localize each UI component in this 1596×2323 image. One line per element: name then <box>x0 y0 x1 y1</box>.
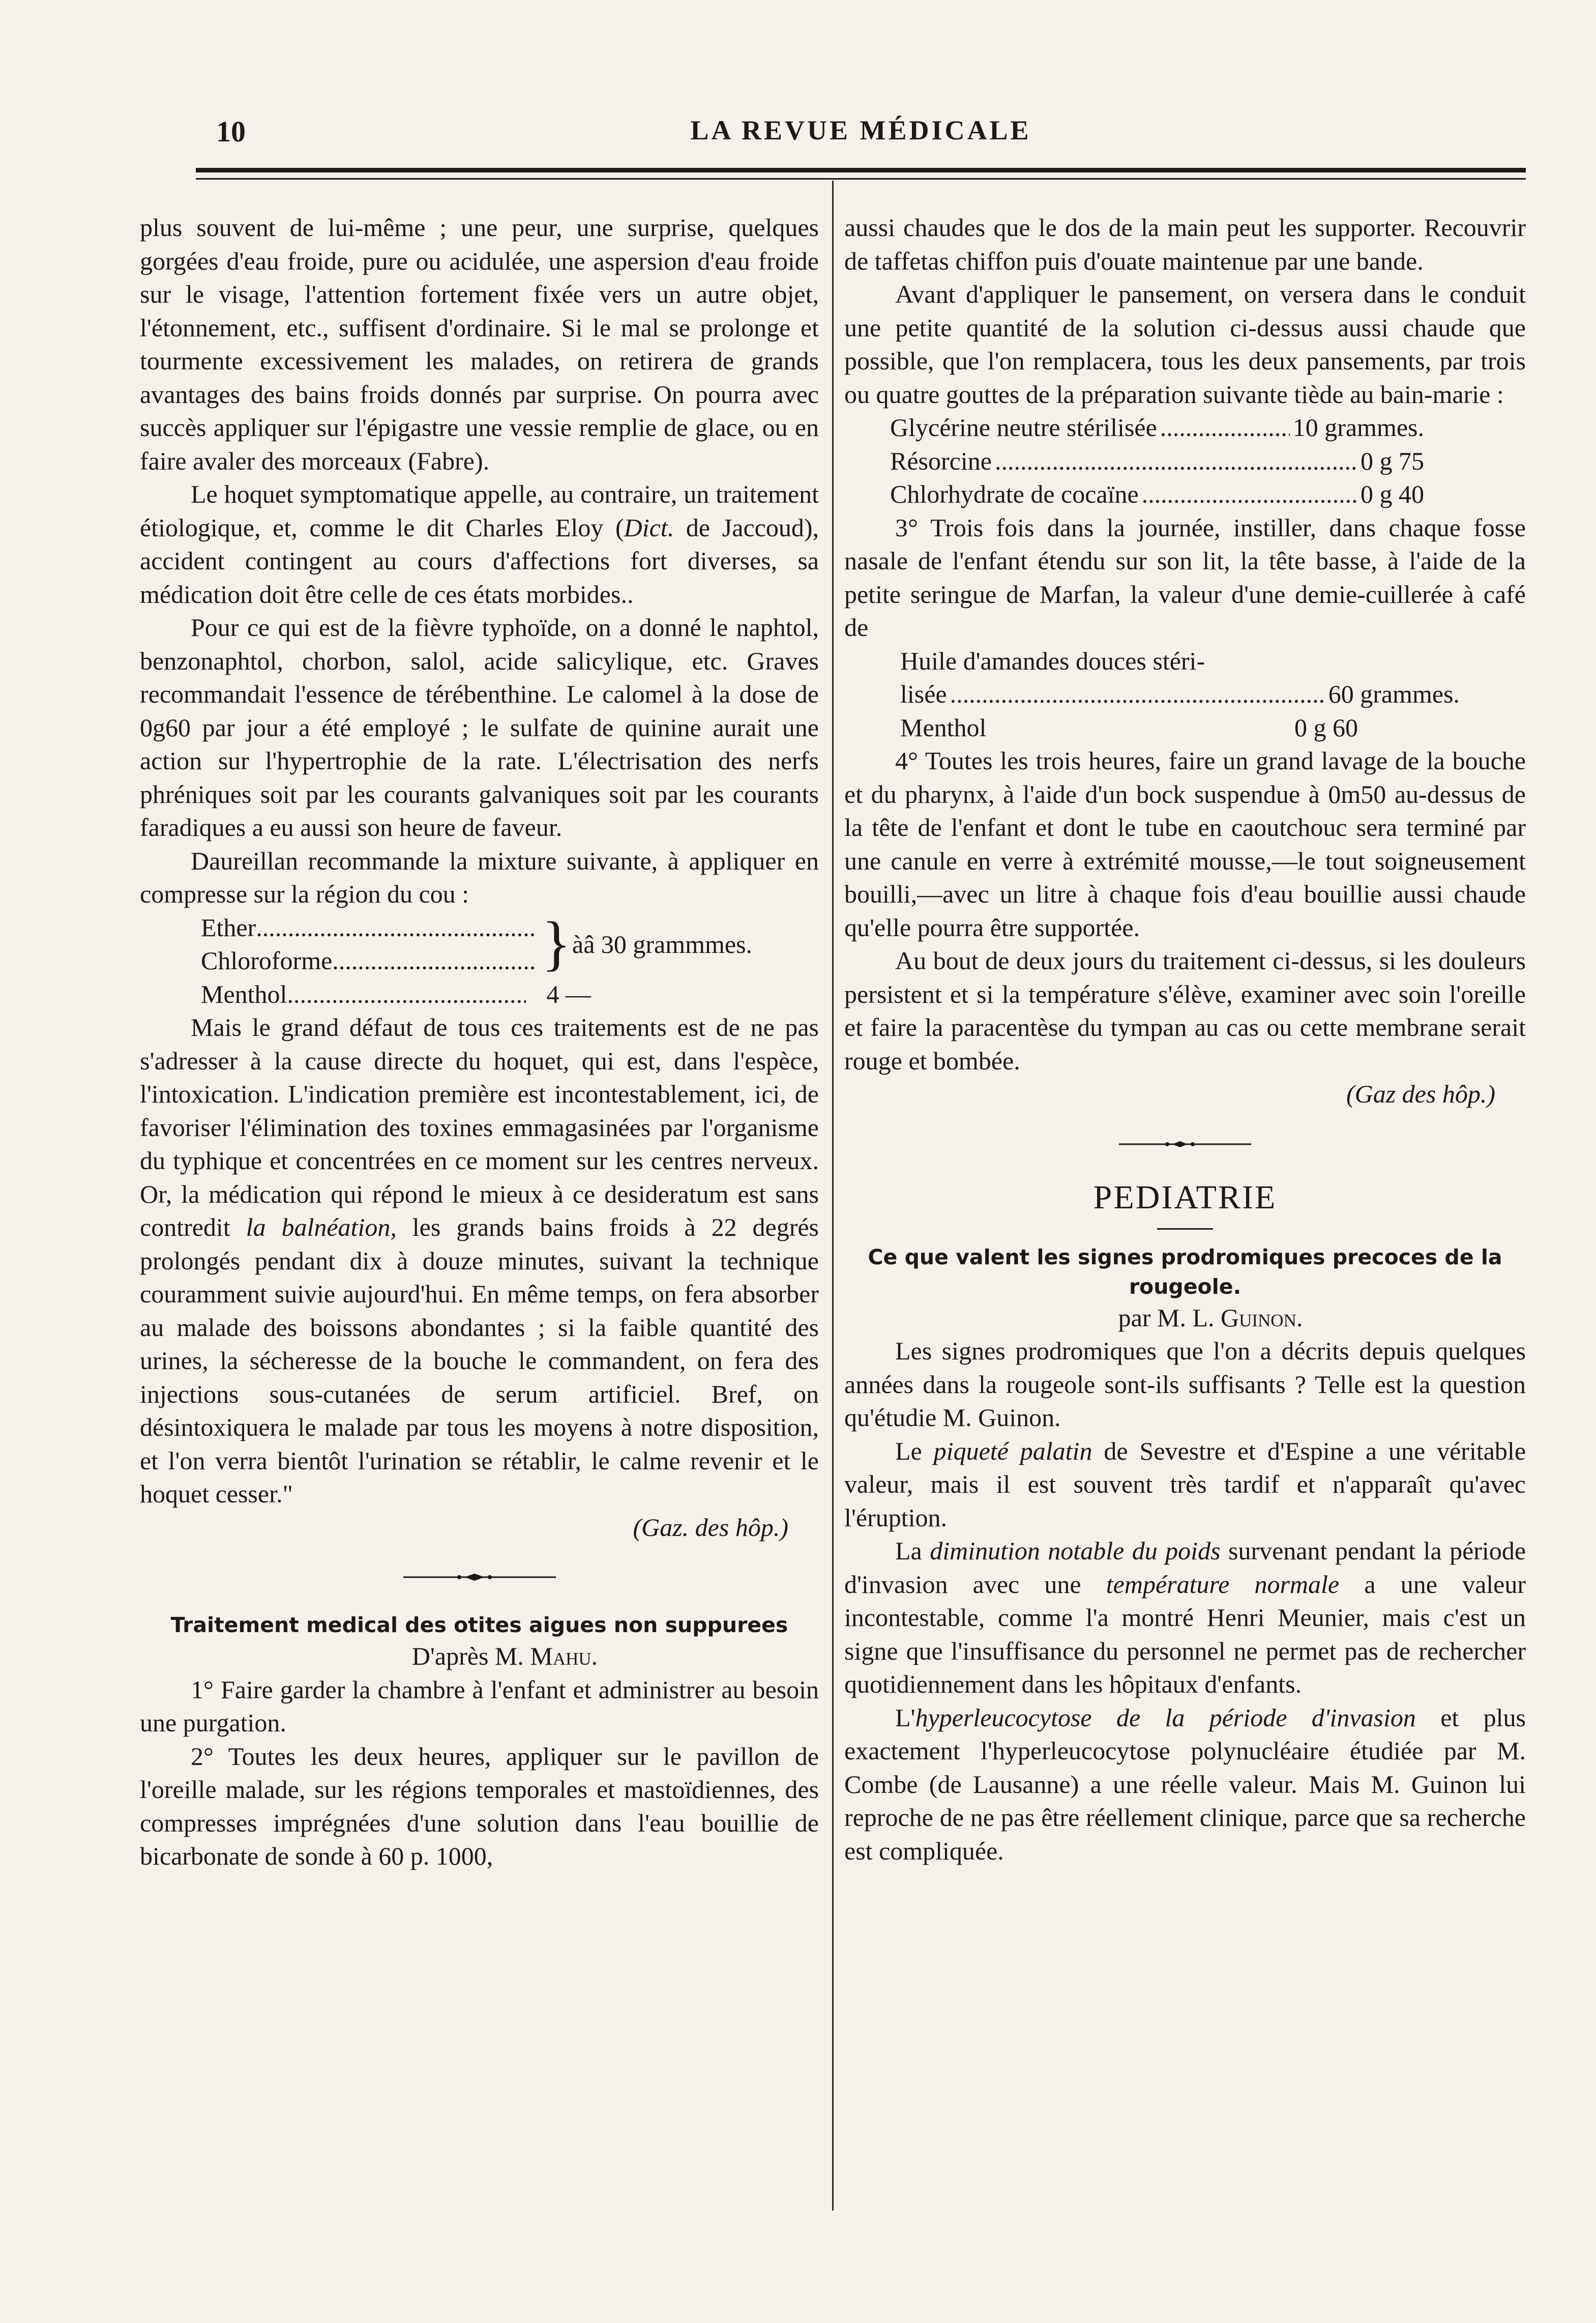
paragraph: La diminution notable du poids survenant pendant la période d'invasion avec une température normale a une valeur incontestable, comme l'a montré Henri Meunier, mais c'est un signe que l'insuffisance du personnel ne permet pas de rechercher quotidiennement dans les hôpitaux d'enfants. <box>844 1536 1526 1698</box>
prescription-line: lisée ..... 60 grammes. <box>900 678 1460 711</box>
paragraph: 3° Trois fois dans la journée, instiller, dans chaque fosse nasale de l'enfant étendu sur son lit, la tête basse, à l'aide de la petite seringue de Marfan, la valeur d'une demie-cuillerée à café de <box>844 513 1526 642</box>
running-title: LA REVUE MÉDICALE <box>690 115 1031 146</box>
right-column <box>844 211 1526 1868</box>
article-title: Traitement medical des otites aigues non suppurees <box>170 1613 788 1637</box>
prescription-line <box>201 978 720 1011</box>
byline: D'après M. Mahu. <box>411 1642 598 1670</box>
ornament-divider <box>140 1572 819 1587</box>
ingredient-name: Menthol <box>201 979 287 1008</box>
ingredient-quantity: 4 — <box>546 979 591 1008</box>
paragraph: Avant d'appliquer le pansement, on versera dans le conduit une petite quantité de la solution ci-dessus aussi chaude que possible, que l'on remplacera, tous les deux pansements, par trois ou quatre gouttes de la préparation suivante tiède au bain-marie : <box>844 280 1526 409</box>
prescription-line: Glycérine neutre stérilisée ..... 10 grammes. <box>890 411 1424 445</box>
paragraph: Au bout de deux jours du traitement ci-dessus, si les douleurs persistent et si la température s'élève, examiner avec soin l'oreille et faire la paracentèse du tympan au cas ou cette membrane serait rouge et bombée. <box>844 946 1526 1075</box>
byline: par M. L. Guinon. <box>1118 1303 1303 1332</box>
ingredient-name: Ether <box>201 913 256 942</box>
paragraph: 2° Toutes les deux heures, appliquer sur le pavillon de l'oreille malade, sur les régions temporales et mastoïdiennes, des compresses imprégnées d'une solution dans l'eau bouillie de bicarbonate de sonde à 60 p. 1000, <box>140 1741 819 1870</box>
brace-glyph: } <box>542 909 571 977</box>
prescription-line: Résorcine ..... 0 g 75 <box>890 445 1424 478</box>
paragraph: Daureillan recommande la mixture suivante, à appliquer en compresse sur la région du cou : <box>140 846 819 908</box>
column-divider <box>832 181 834 2211</box>
paragraph: Le piqueté palatin de Sevestre et d'Espine a une véritable valeur, mais il est souvent très tardif et n'apparaît qu'avec l'éruption. <box>844 1436 1526 1532</box>
prescription-line: Menthol 0 g 60 <box>900 713 1358 742</box>
section-rule <box>1157 1228 1213 1230</box>
header-rule-thick <box>196 168 1526 172</box>
page-number: 10 <box>216 115 246 148</box>
prescription-line: Chlorhydrate de cocaïne ..... 0 g 40 <box>890 478 1424 511</box>
paragraph: Les signes prodromiques que l'on a décrits depuis quelques années dans la rougeole sont-ils suffisants ? Telle est la question qu'étudie M. Guinon. <box>844 1337 1526 1432</box>
source-citation: (Gaz des hôp.) <box>1346 1080 1495 1108</box>
left-column <box>140 211 819 1873</box>
paragraph: 1° Faire garder la chambre à l'enfant et administrer au besoin une purgation. <box>140 1675 819 1737</box>
paragraph: 4° Toutes les trois heures, faire un grand lavage de la bouche et du pharynx, à l'aide d'un bock suspendue à 0m50 au-dessus de la tête de l'enfant et dont le tube en caoutchouc sera terminé par une canule en verre à extrémité mousse,—le tout soigneusement bouilli,—avec un litre à chaque fois d'eau bouillie aussi chaude qu'elle pourra être supportée. <box>844 746 1526 942</box>
paragraph: Pour ce qui est de la fièvre typhoïde, on a donné le naphtol, benzonaphtol, chorbon, salol, acide salicylique, etc. Graves recommandait l'essence de térébenthine. Le calomel à la dose de 0g60 par jour a été employé ; le sulfate de quinine aurait une action sur l'hypertrophie de la rate. L'électrisation des nerfs phréniques soit par les courants galvaniques soit par les courants faradiques a eu aussi son heure de faveur. <box>140 613 819 841</box>
paragraph: plus souvent de lui-même ; une peur, une surprise, quelques gorgées d'eau froide, pure ou acidulée, une aspersion d'eau froide sur le visage, l'attention fortement fixée vers un autre objet, l'étonnement, etc., suffisent d'ordinaire. Si le mal se prolonge et tourmente excessivement les malades, on retirera de grands avantages des bains froids donnés par surprise. On pourra avec succès appliquer sur l'épigastre une vessie remplie de glace, ou en faire avaler des morceaux (Fabre). <box>140 213 819 475</box>
article-title: Ce que valent les signes prodromiques precoces de la rougeole. <box>868 1244 1502 1299</box>
paragraph: aussi chaudes que le dos de la main peut les supporter. Recouvrir de taffetas chiffon puis d'ouate maintenue par une bande. <box>844 213 1526 275</box>
ornament-divider <box>844 1139 1526 1154</box>
paragraph: Mais le grand défaut de tous ces traitements est de ne pas s'adresser à la cause directe du hoquet, qui est, dans l'espèce, l'intoxication. L'indication première est incontestablement, ici, de favoriser l'élimination des toxines emmagasinées par l'organisme du typhique et concentrées en ce moment sur les centres nerveux. Or, la médication qui répond le mieux à ce desideratum est sans contredit la balnéation, les grands bains froids à 22 degrés prolongés pendant dix à douze minutes, suivant la technique couramment suivie aujourd'hui. En même temps, on fera absorber au malade des boissons abondantes ; si la faible quantité des urines, la sécheresse de la bouche le commandent, on fera des injections sous-cutanées de serum artificiel. Bref, on désintoxiquera le malade par tous les moyens à notre disposition, et l'on verra bientôt l'urination se rétablir, le calme revenir et le hoquet cesser." <box>140 1013 819 1508</box>
paragraph: Le hoquet symptomatique appelle, au contraire, un traitement étiologique, et, comme le dit Charles Eloy (Dict. de Jaccoud), accident contingent au cours d'affections fort diverses, sa médication doit être celle de ces états morbides.. <box>140 480 819 608</box>
page-header <box>196 109 1526 150</box>
section-heading: PEDIATRIE <box>1093 1178 1277 1216</box>
prescription-mixture <box>201 911 786 978</box>
prescription-list <box>900 645 1460 745</box>
ingredient-name: Chloroforme <box>201 946 333 975</box>
paragraph: L'hyperleucocytose de la période d'invasion et plus exactement l'hyperleucocytose polynucléaire étudiée par M. Combe (de Lausanne) a une réelle valeur. Mais M. Guinon lui reproche de ne pas être réellement clinique, parce que sa recherche est compliquée. <box>844 1703 1526 1865</box>
ingredient-quantity: àâ 30 grammmes. <box>572 930 753 959</box>
prescription-list <box>890 411 1424 511</box>
header-rule-thin <box>196 178 1526 180</box>
prescription-line: Huile d'amandes douces stéri- <box>900 646 1205 675</box>
source-citation: (Gaz. des hôp.) <box>633 1513 788 1542</box>
